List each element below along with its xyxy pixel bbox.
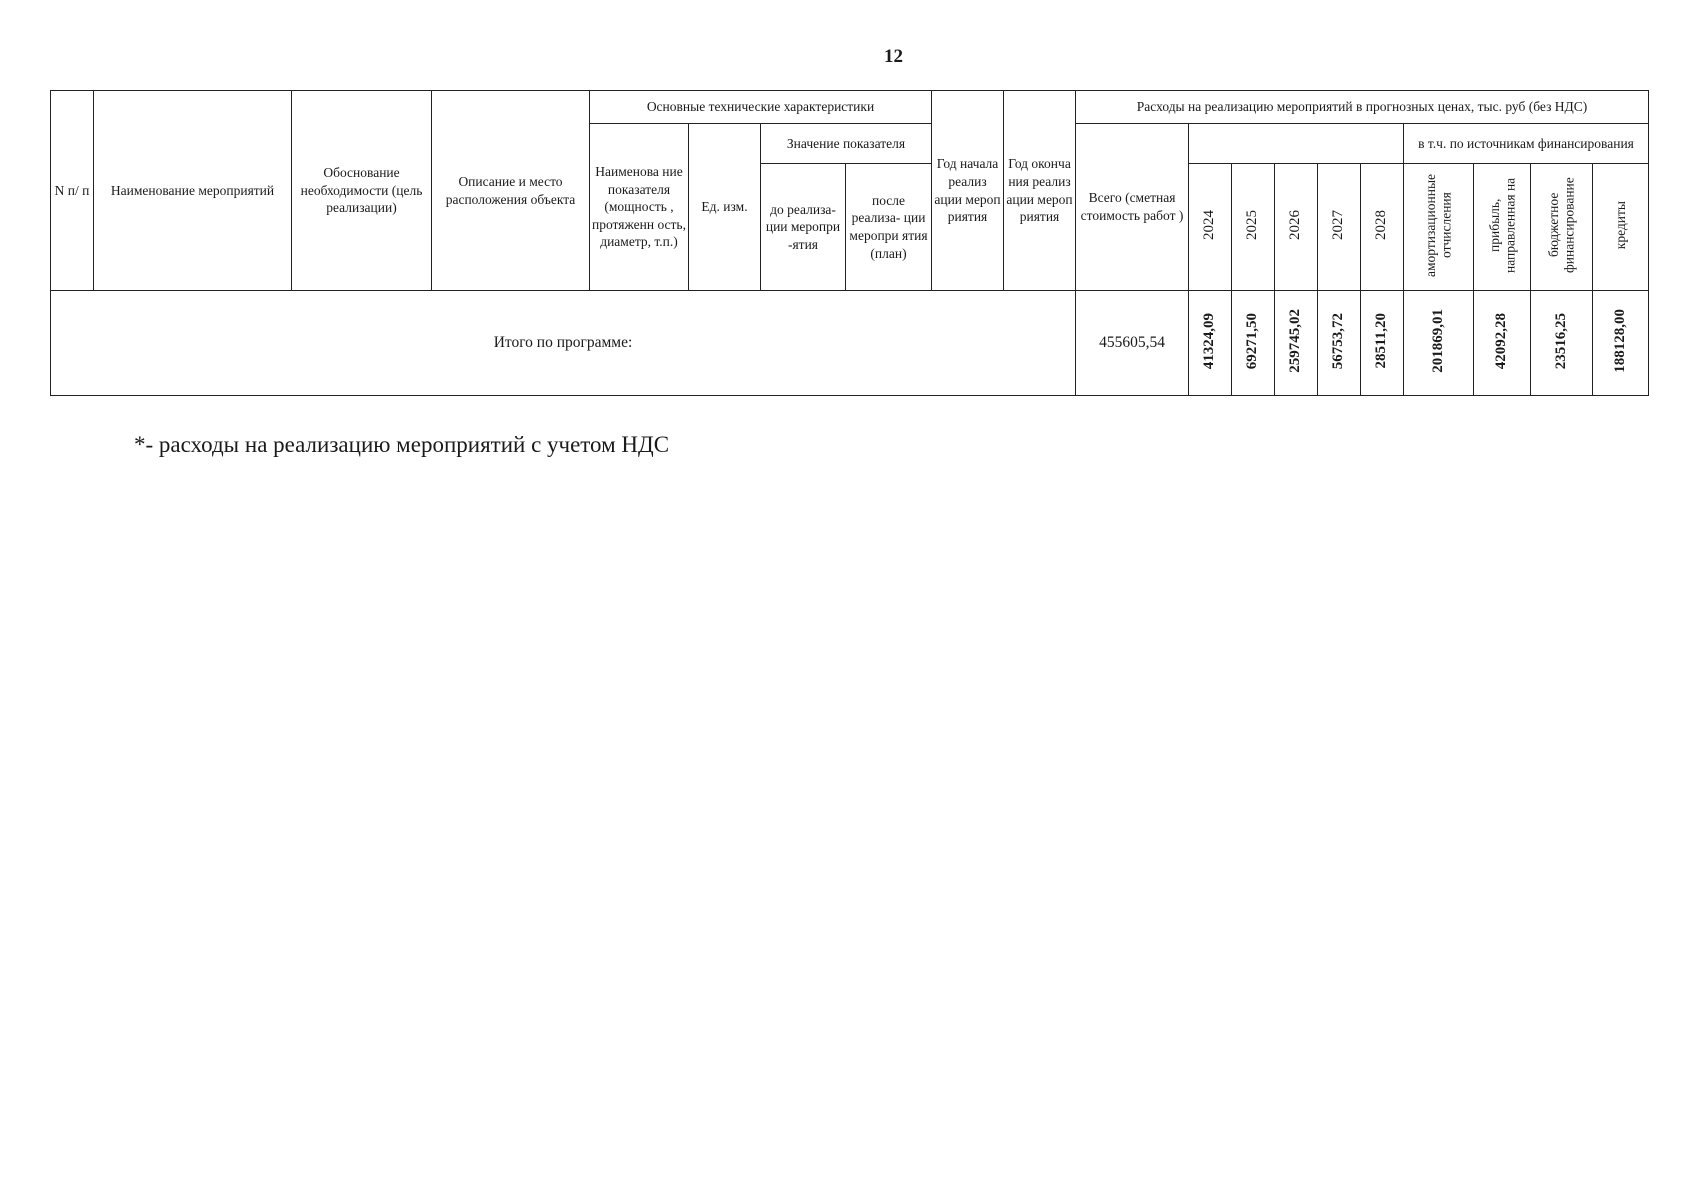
header-name: Наименование мероприятий (94, 91, 292, 291)
header-value-group: Значение показателя (761, 124, 932, 164)
header-year-2024: 2024 (1189, 164, 1232, 291)
header-year-2026: 2026 (1275, 164, 1318, 291)
header-years-blank (1189, 124, 1404, 160)
total-credits: 188128,00 (1593, 291, 1649, 396)
total-2028: 28511,20 (1361, 291, 1404, 396)
program-table (50, 90, 1649, 396)
total-2024: 41324,09 (1189, 291, 1232, 396)
header-tech-group: Основные технические характеристики (590, 91, 932, 124)
header-source-depreciation: амортизационные отчисления (1404, 164, 1474, 291)
header-source-profit: прибыль, направленная на (1474, 164, 1531, 291)
footnote: *- расходы на реализацию мероприятий с учетом НДС (134, 432, 670, 457)
total-2026: 259745,02 (1275, 291, 1318, 396)
header-unit: Ед. изм. (689, 124, 761, 291)
header-after: после реализа- ции меропри ятия (план) (846, 164, 932, 291)
page-number: 12 (884, 46, 903, 67)
total-row-label: Итого по программе: (51, 291, 1076, 396)
header-justification: Обоснование необходимости (цель реализации) (292, 91, 432, 291)
header-source-budget: бюджетное финансирование (1531, 164, 1593, 291)
header-indicator-name: Наименова ние показателя (мощность , протяженн ость, диаметр, т.п.) (590, 124, 689, 291)
header-expenses-group: Расходы на реализацию мероприятий в прогнозных ценах, тыс. руб (без НДС) (1076, 91, 1649, 124)
total-depreciation: 201869,01 (1404, 291, 1474, 396)
header-year-2027: 2027 (1318, 164, 1361, 291)
total-row-sum: 455605,54 (1076, 291, 1189, 396)
header-before: до реализа- ции меропри -ятия (761, 164, 846, 291)
header-year-2028: 2028 (1361, 164, 1404, 291)
total-2027: 56753,72 (1318, 291, 1361, 396)
header-num: N п/ п (51, 91, 94, 291)
header-total: Всего (сметная стоимость работ ) (1076, 124, 1189, 291)
header-source-credits: кредиты (1593, 164, 1649, 291)
header-year-end: Год оконча ния реализ ации мероп риятия (1004, 91, 1076, 291)
total-profit: 42092,28 (1474, 291, 1531, 396)
header-sources-group: в т.ч. по источникам финансирования (1404, 124, 1649, 164)
header-year-start: Год начала реализ ации мероп риятия (932, 91, 1004, 291)
total-budget: 23516,25 (1531, 291, 1593, 396)
header-year-2025: 2025 (1232, 164, 1275, 291)
total-2025: 69271,50 (1232, 291, 1275, 396)
table-row-total (51, 291, 1649, 396)
header-description: Описание и место расположения объекта (432, 91, 590, 291)
